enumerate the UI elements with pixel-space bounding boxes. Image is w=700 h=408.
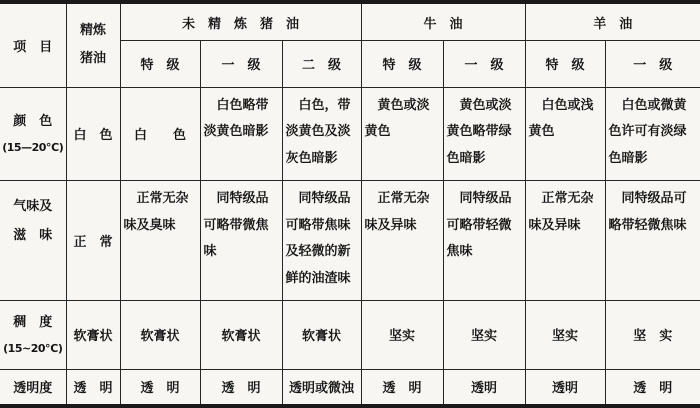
row-label-odor-line1: 气味及 [13, 199, 53, 215]
row-label-transparency: 透明度 [0, 369, 66, 406]
cell-transparency-mutton-first: 透 明 [605, 369, 700, 406]
cell-color-mutton-special: 白色或浅黄色 [525, 87, 605, 180]
row-label-color [0, 87, 66, 180]
cell-consistency-beef-first: 坚实 [443, 300, 525, 369]
cell-odor-mutton-first: 同特级品可略带轻微焦味 [605, 181, 700, 301]
subheader-mutton-first: 一 级 [605, 41, 700, 88]
cell-transparency-beef-special: 透 明 [361, 369, 443, 406]
group-header-unrefined-lard: 未 精 炼 猪 油 [120, 2, 361, 41]
cell-transparency-beef-first: 透明 [443, 369, 525, 406]
subheader-beef-first: 一 级 [443, 41, 525, 88]
cell-consistency-mutton-special: 坚实 [525, 300, 605, 369]
cell-color-beef-special: 黄色或淡黄色 [361, 87, 443, 180]
cell-consistency-beef-special: 坚实 [361, 300, 443, 369]
cell-color-refined-lard: 白 色 [66, 87, 120, 180]
refined-lard-line2: 猪油 [79, 51, 106, 67]
cell-color-beef-first: 黄色或淡黄色略带绿色暗影 [443, 87, 525, 180]
cell-transparency-lard-special: 透 明 [120, 369, 200, 406]
cell-consistency-lard-special: 软膏状 [120, 300, 200, 369]
refined-lard-header-cell [66, 2, 120, 87]
cell-odor-lard-first: 同特级品可略带微焦味 [200, 181, 282, 301]
refined-lard-line1: 精炼 [79, 22, 106, 38]
row-label-consistency-temp: (15~20℃) [3, 342, 63, 356]
row-label-consistency [0, 300, 66, 369]
cell-transparency-lard-second: 透明或微浊 [282, 369, 361, 406]
cell-consistency-refined-lard: 软膏状 [66, 300, 120, 369]
row-label-color-temp: (15—20℃) [2, 141, 64, 155]
cell-consistency-lard-second: 软膏状 [282, 300, 361, 369]
group-header-beef-tallow: 牛 油 [361, 2, 525, 41]
row-label-color-line1: 颜 色 [13, 113, 53, 129]
group-header-mutton-tallow: 羊 油 [525, 2, 700, 41]
cell-transparency-mutton-special: 透明 [525, 369, 605, 406]
cell-odor-lard-special: 正常无杂味及臭味 [120, 181, 200, 301]
cell-odor-refined-lard: 正 常 [66, 181, 120, 301]
items-header-cell: 项 目 [0, 2, 66, 87]
cell-color-lard-special: 白 色 [120, 87, 200, 180]
row-label-consistency-line1: 稠 度 [13, 314, 53, 330]
subheader-lard-first: 一 级 [200, 41, 282, 88]
subheader-beef-special: 特 级 [361, 41, 443, 88]
cell-transparency-refined-lard: 透 明 [66, 369, 120, 406]
cell-consistency-lard-first: 软膏状 [200, 300, 282, 369]
subheader-mutton-special: 特 级 [525, 41, 605, 88]
cell-odor-lard-second: 同特级品可略带焦味及轻微的新鲜的油渣味 [282, 181, 361, 301]
cell-transparency-lard-first: 透 明 [200, 369, 282, 406]
subheader-lard-special: 特 级 [120, 41, 200, 88]
cell-color-lard-first: 白色略带淡黄色暗影 [200, 87, 282, 180]
row-label-odor-line2: 滋 味 [13, 227, 53, 243]
subheader-lard-second: 二 级 [282, 41, 361, 88]
cell-odor-mutton-special: 正常无杂味及异味 [525, 181, 605, 301]
cell-color-lard-second: 白色，带淡黄色及淡灰色暗影 [282, 87, 361, 180]
row-label-odor-taste [0, 181, 66, 301]
cell-color-mutton-first: 白色或微黄色许可有淡绿色暗影 [605, 87, 700, 180]
cell-odor-beef-special: 正常无杂味及异味 [361, 181, 443, 301]
cell-consistency-mutton-first: 坚 实 [605, 300, 700, 369]
cell-odor-beef-first: 同特级品可略带轻微焦味 [443, 181, 525, 301]
